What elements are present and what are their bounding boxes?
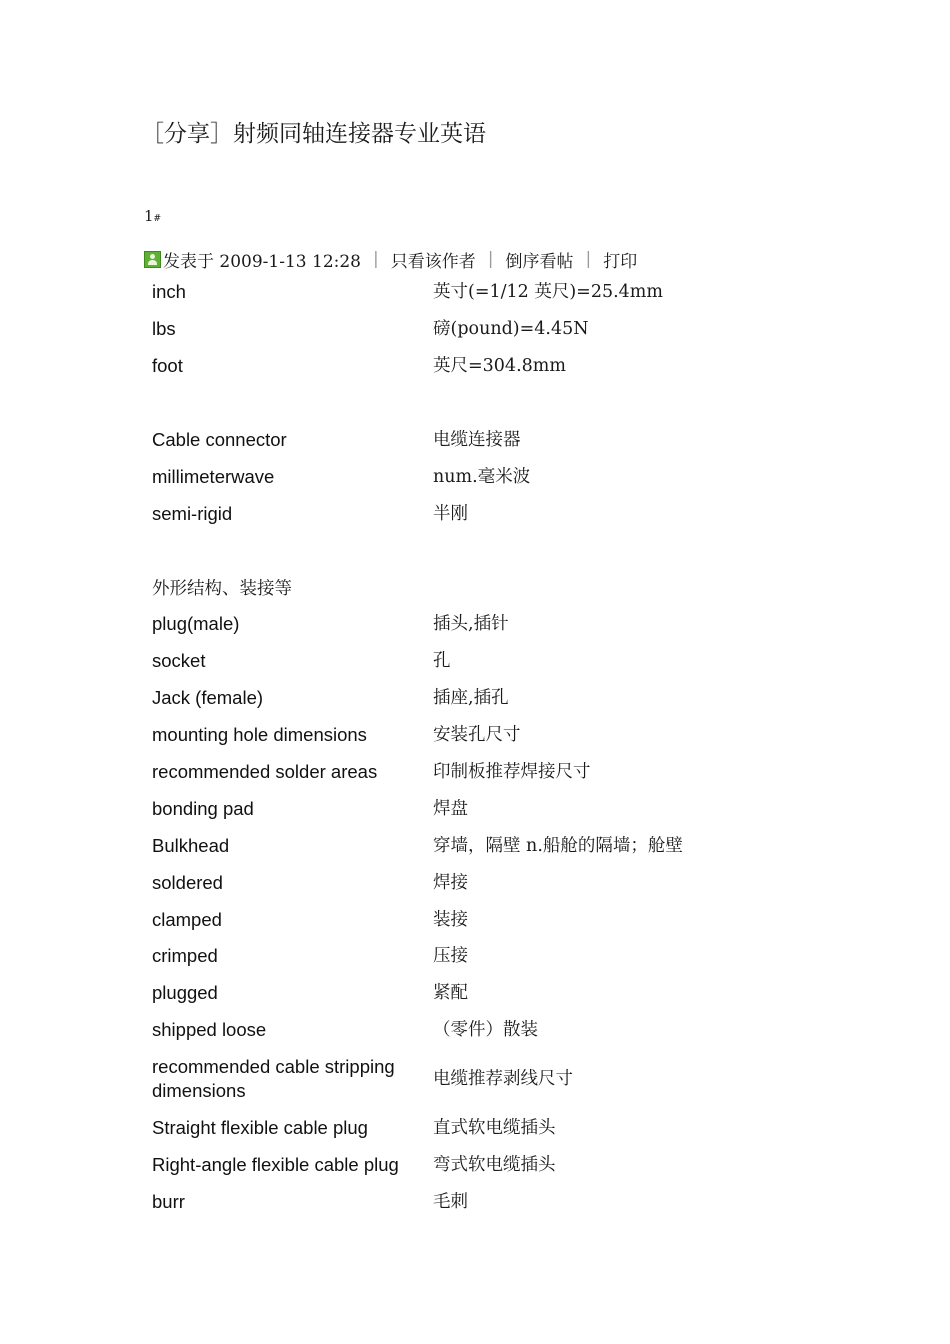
term-chinese: （零件）散装 <box>433 1020 538 1041</box>
glossary-row <box>152 1110 772 1147</box>
glossary-row <box>152 975 772 1012</box>
glossary-row <box>152 274 772 311</box>
glossary-row <box>152 717 772 754</box>
term-chinese: 半刚 <box>433 503 468 524</box>
glossary-row <box>152 606 772 643</box>
term-english: Right-angle flexible cable plug <box>152 1154 399 1176</box>
user-online-icon <box>144 251 161 268</box>
term-chinese: 磅(pound)=4.45N <box>433 319 589 340</box>
glossary-row <box>152 1147 772 1184</box>
glossary-row <box>152 458 772 495</box>
term-chinese: 孔 <box>433 651 451 672</box>
glossary-row <box>152 422 772 459</box>
blank-row <box>152 385 772 422</box>
term-english: clamped <box>152 908 222 930</box>
floor-number-value: 1 <box>144 207 154 225</box>
glossary-row <box>152 754 772 791</box>
term-chinese: 穿墙，隔壁 n.船舱的隔墙；舱壁 <box>433 835 683 856</box>
term-chinese: 焊接 <box>433 872 468 893</box>
term-chinese: 电缆推荐剥线尺寸 <box>433 1069 573 1090</box>
term-english: Bulkhead <box>152 834 230 856</box>
term-chinese: num.毫米波 <box>433 466 531 487</box>
term-english: Straight flexible cable plug <box>152 1117 368 1139</box>
term-chinese: 紧配 <box>433 983 468 1004</box>
term-english: bonding pad <box>152 797 254 819</box>
posted-timestamp: 发表于 2009-1-13 12:28 <box>163 251 361 272</box>
term-english: socket <box>152 650 206 672</box>
glossary-table <box>152 274 772 1220</box>
term-english: mounting hole dimensions <box>152 724 367 746</box>
glossary-row <box>152 348 772 385</box>
separator: | <box>585 249 592 269</box>
blank-row <box>152 532 772 569</box>
term-chinese: 插头,插针 <box>433 614 509 635</box>
term-english: semi-rigid <box>152 502 233 524</box>
term-english: recommended cable stripping dimensions <box>152 1056 395 1102</box>
term-english: soldered <box>152 871 223 893</box>
term-english: lbs <box>152 318 176 340</box>
term-english: plug(male) <box>152 613 240 635</box>
separator: | <box>487 249 494 269</box>
term-english: Jack (female) <box>152 687 264 709</box>
term-english: plugged <box>152 982 218 1004</box>
term-chinese: 英尺=304.8mm <box>433 356 566 377</box>
print-link[interactable]: 打印 <box>603 251 638 272</box>
term-chinese: 插座,插孔 <box>433 688 509 709</box>
glossary-row <box>152 827 772 864</box>
glossary-row <box>152 864 772 901</box>
glossary-row <box>152 680 772 717</box>
glossary-row <box>152 938 772 975</box>
glossary-row <box>152 790 772 827</box>
term-english: shipped loose <box>152 1019 267 1041</box>
term-english: inch <box>152 281 186 303</box>
section-heading-row <box>152 569 772 606</box>
term-english: recommended solder areas <box>152 761 378 783</box>
glossary-row <box>152 1049 772 1110</box>
section-heading: 外形结构、装接等 <box>152 579 292 600</box>
page-title: ［分享］射频同轴连接器专业英语 <box>141 121 486 147</box>
floor-mark: # <box>153 214 162 224</box>
term-chinese: 焊盘 <box>433 798 468 819</box>
post-meta-bar <box>144 248 637 270</box>
term-chinese: 装接 <box>433 909 468 930</box>
glossary-row <box>152 495 772 532</box>
floor-number <box>144 206 161 229</box>
term-english: crimped <box>152 945 218 967</box>
term-chinese: 压接 <box>433 946 468 967</box>
term-chinese: 安装孔尺寸 <box>433 725 521 746</box>
term-chinese: 电缆连接器 <box>433 430 521 450</box>
term-chinese: 毛刺 <box>433 1191 468 1212</box>
glossary-row <box>152 1012 772 1049</box>
term-chinese: 印制板推荐焊接尺寸 <box>433 762 591 783</box>
glossary-row <box>152 311 772 348</box>
term-english: burr <box>152 1190 185 1212</box>
term-chinese: 英寸(=1/12 英尺)=25.4mm <box>433 282 663 303</box>
term-english: millimeterwave <box>152 465 275 487</box>
term-chinese: 直式软电缆插头 <box>433 1118 556 1139</box>
view-author-only-link[interactable]: 只看该作者 <box>390 251 476 272</box>
reverse-order-link[interactable]: 倒序看帖 <box>505 251 574 272</box>
glossary-row <box>152 1183 772 1220</box>
term-english: foot <box>152 355 183 377</box>
term-chinese: 弯式软电缆插头 <box>433 1155 556 1176</box>
term-english: Cable connector <box>152 429 287 450</box>
glossary-row <box>152 901 772 938</box>
glossary-row <box>152 643 772 680</box>
separator: | <box>373 249 379 269</box>
